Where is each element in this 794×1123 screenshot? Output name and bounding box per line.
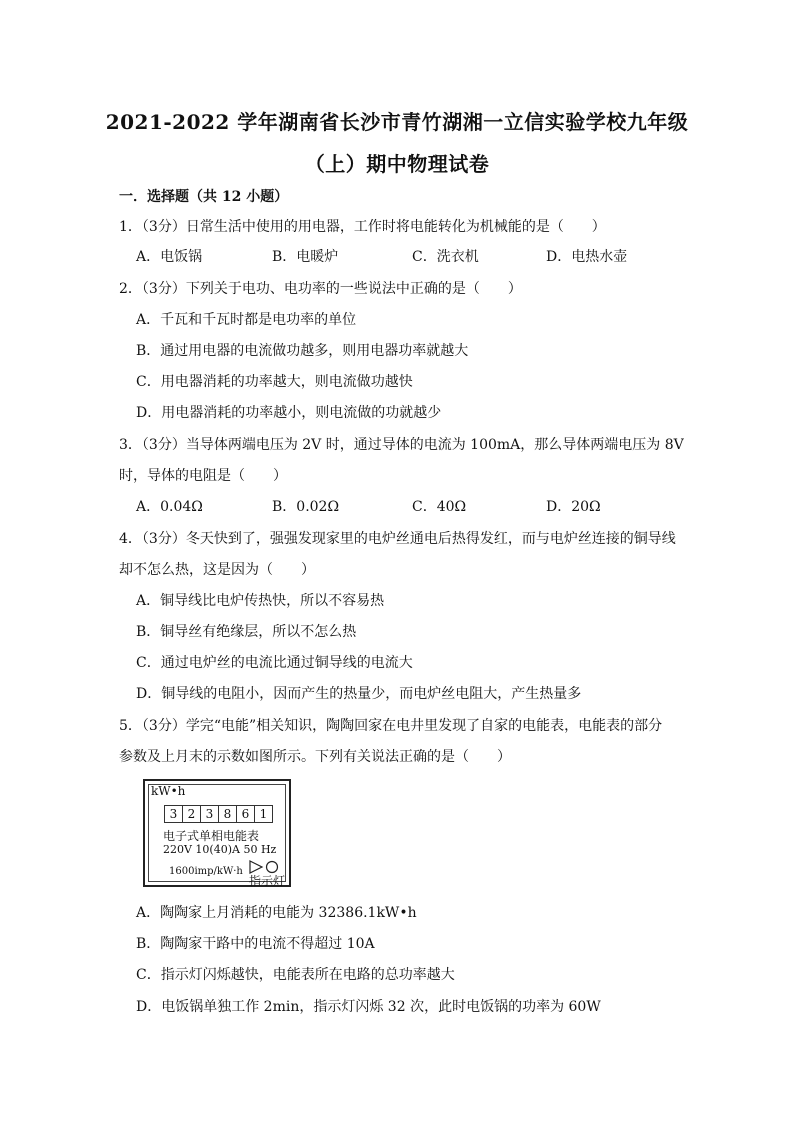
question-1-option-b: B．电暖炉 xyxy=(272,249,339,265)
exam-title-line-2: （上）期中物理试卷 xyxy=(304,152,490,176)
question-5-stem-line-2: 参数及上月末的示数如图所示。下列有关说法正确的是（ ） xyxy=(119,749,511,765)
question-4-option-a: A．铜导线比电炉传热快，所以不容易热 xyxy=(136,593,385,609)
question-2-option-b: B．通过用电器的电流做功越多，则用电器功率就越大 xyxy=(136,343,469,359)
question-5-option-d: D．电饭锅单独工作 2min，指示灯闪烁 32 次，此时电饭锅的功率为 60W xyxy=(136,999,601,1015)
question-3-option-a: A．0.04Ω xyxy=(136,499,203,515)
question-4-option-d: D．铜导线的电阻小，因而产生的热量少，而电炉丝电阻大，产生热量多 xyxy=(136,686,582,702)
indicator-light-label: 指示灯 xyxy=(249,874,286,888)
question-5-stem-line-1: 5．（3分）学完“电能”相关知识，陶陶回家在电井里发现了自家的电能表，电能表的部分 xyxy=(119,718,663,734)
question-4-stem-line-2: 却不怎么热，这是因为（ ） xyxy=(119,562,315,578)
meter-spec: 220V 10(40)A 50 Hz xyxy=(163,843,277,856)
question-4-stem-line-1: 4．（3分）冬天快到了，强强发现家里的电炉丝通电后热得发红，而与电炉丝连接的铜导线 xyxy=(119,531,676,547)
electric-meter-figure xyxy=(143,779,291,887)
meter-digit: 8 xyxy=(218,805,237,823)
question-1-option-d: D．电热水壶 xyxy=(546,249,628,265)
meter-digit: 2 xyxy=(182,805,201,823)
meter-imp-constant: 1600imp/kW·h xyxy=(169,866,243,877)
question-2-option-c: C．用电器消耗的功率越大，则电流做功越快 xyxy=(136,374,413,390)
section-heading: 一．选择题（共 12 小题） xyxy=(119,189,289,205)
meter-digit: 3 xyxy=(164,805,183,823)
exam-title-line-1: 2021-2022 学年湖南省长沙市青竹湖湘一立信实验学校九年级 xyxy=(105,110,689,134)
question-1-stem: 1．（3分）日常生活中使用的用电器，工作时将电能转化为机械能的是（ ） xyxy=(119,219,606,235)
question-3-option-d: D．20Ω xyxy=(546,499,601,515)
question-5-option-a: A．陶陶家上月消耗的电能为 32386.1kW•h xyxy=(136,905,417,921)
question-3-option-c: C．40Ω xyxy=(412,499,467,515)
question-1-option-c: C．洗衣机 xyxy=(412,249,479,265)
question-3-stem-line-1: 3．（3分）当导体两端电压为 2V 时，通过导体的电流为 100mA，那么导体两端电压为 8V xyxy=(119,437,684,453)
question-1-option-a: A．电饭锅 xyxy=(136,249,203,265)
meter-reading xyxy=(164,805,272,823)
meter-unit: kW•h xyxy=(151,784,186,798)
meter-digit: 1 xyxy=(254,805,273,823)
question-4-option-b: B．铜导丝有绝缘层，所以不怎么热 xyxy=(136,624,357,640)
question-2-option-a: A．千瓦和千瓦时都是电功率的单位 xyxy=(136,312,357,328)
meter-digit: 6 xyxy=(236,805,255,823)
question-2-option-d: D．用电器消耗的功率越小，则电流做的功就越少 xyxy=(136,405,442,421)
question-5-option-c: C．指示灯闪烁越快，电能表所在电路的总功率越大 xyxy=(136,967,455,983)
question-3-option-b: B．0.02Ω xyxy=(272,499,340,515)
question-5-option-b: B．陶陶家干路中的电流不得超过 10A xyxy=(136,936,375,952)
question-2-stem: 2．（3分）下列关于电功、电功率的一些说法中正确的是（ ） xyxy=(119,281,522,297)
question-4-option-c: C．通过电炉丝的电流比通过铜导线的电流大 xyxy=(136,655,413,671)
question-3-stem-line-2: 时，导体的电阻是（ ） xyxy=(119,468,287,484)
meter-digit: 3 xyxy=(200,805,219,823)
meter-name: 电子式单相电能表 xyxy=(163,829,260,843)
